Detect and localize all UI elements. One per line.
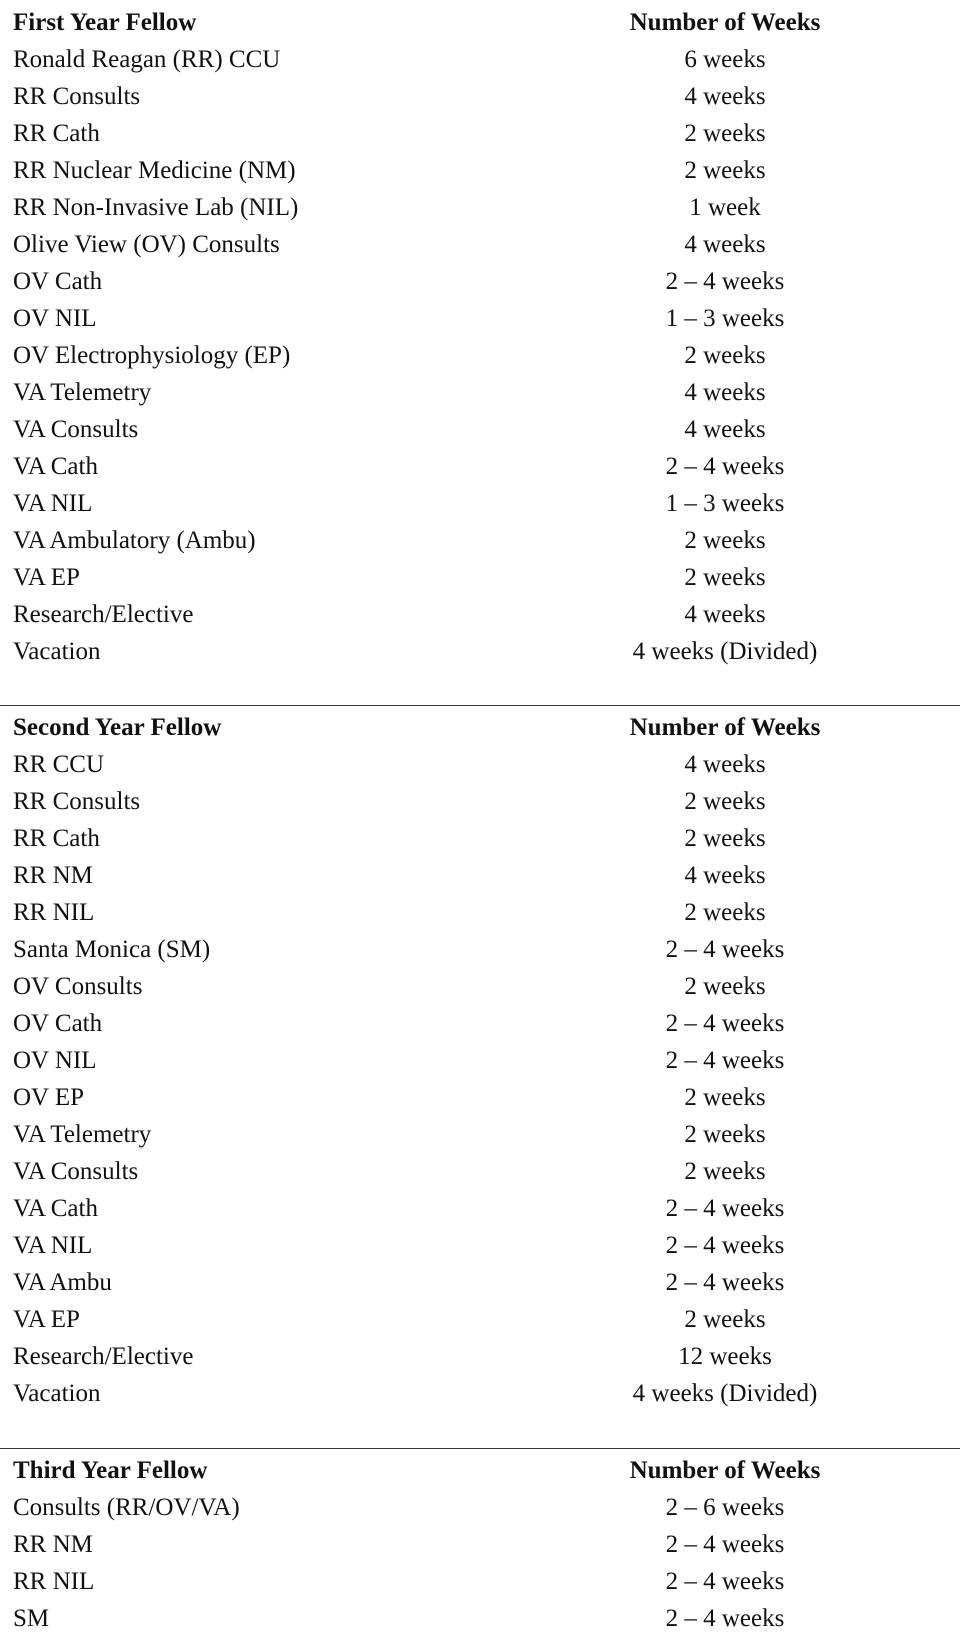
rotation-name: Research/Elective [13,601,194,628]
rotation-name: RR Consults [13,788,141,815]
table-row [0,115,960,152]
rotation-name: OV Electrophysiology (EP) [13,342,291,369]
rotation-weeks: 2 – 4 weeks [665,1010,785,1037]
table-row [0,1190,960,1227]
table-row [0,931,960,968]
table-row [0,448,960,485]
table-row [0,820,960,857]
table-row [0,968,960,1005]
rotation-weeks: 4 weeks [684,416,766,443]
rotation-weeks: 2 – 6 weeks [665,1494,785,1521]
rotation-weeks: 2 – 4 weeks [665,1605,785,1632]
table-row [0,374,960,411]
table-row [0,152,960,189]
rotation-name: VA Ambulatory (Ambu) [13,527,256,554]
rotation-weeks: 2 weeks [684,825,766,852]
rotation-weeks: 1 week [689,194,761,221]
rotation-weeks: 2 – 4 weeks [665,268,785,295]
rotation-name: RR NM [13,862,93,889]
section-divider [0,705,960,706]
table-row [0,226,960,263]
rotation-name: RR Cath [13,825,100,852]
rotation-weeks: 4 weeks (Divided) [632,638,818,665]
table-row [0,746,960,783]
rotation-name: OV NIL [13,305,97,332]
rotation-name: Vacation [13,1380,101,1407]
section-header-row [0,709,960,746]
rotation-weeks: 1 – 3 weeks [665,305,785,332]
rotation-name: RR Non-Invasive Lab (NIL) [13,194,299,221]
rotation-name: Consults (RR/OV/VA) [13,1494,240,1521]
section-title: Second Year Fellow [13,714,222,741]
rotation-name: Vacation [13,638,101,665]
section-header-row [0,4,960,41]
rotation-weeks: 2 – 4 weeks [665,1232,785,1259]
table-row [0,1301,960,1338]
rotation-weeks: 4 weeks [684,601,766,628]
table-row [0,263,960,300]
rotation-name: VA NIL [13,1232,93,1259]
column-header-weeks: Number of Weeks [629,714,821,741]
table-row [0,1153,960,1190]
rotation-name: RR Cath [13,120,100,147]
table-row [0,485,960,522]
rotation-weeks: 2 weeks [684,120,766,147]
rotation-weeks: 2 – 4 weeks [665,1269,785,1296]
table-row [0,1375,960,1412]
section-title: First Year Fellow [13,9,197,36]
table-row [0,1600,960,1637]
rotation-weeks: 2 weeks [684,564,766,591]
rotation-name: SM [13,1605,50,1632]
section-divider [0,1448,960,1449]
table-row [0,41,960,78]
rotation-name: VA Telemetry [13,1121,152,1148]
third-year-section [0,1452,960,1637]
rotation-name: VA Cath [13,1195,98,1222]
table-row [0,1563,960,1600]
rotation-name: Olive View (OV) Consults [13,231,280,258]
rotation-name: OV NIL [13,1047,97,1074]
rotation-weeks: 2 weeks [684,1158,766,1185]
rotation-name: OV Consults [13,973,143,1000]
rotation-weeks: 4 weeks [684,751,766,778]
rotation-weeks: 2 – 4 weeks [665,453,785,480]
rotation-weeks: 1 – 3 weeks [665,490,785,517]
rotation-name: VA Cath [13,453,98,480]
rotation-weeks: 2 weeks [684,899,766,926]
rotation-weeks: 2 – 4 weeks [665,1531,785,1558]
table-row [0,894,960,931]
rotation-weeks: 2 weeks [684,1121,766,1148]
table-row [0,411,960,448]
rotation-name: OV Cath [13,1010,103,1037]
rotation-name: VA Consults [13,1158,139,1185]
rotation-name: RR NIL [13,899,95,926]
rotation-name: Research/Elective [13,1343,194,1370]
column-header-weeks: Number of Weeks [629,1457,821,1484]
rotation-name: RR Consults [13,83,141,110]
rotation-weeks: 2 – 4 weeks [665,1568,785,1595]
table-row [0,857,960,894]
table-row [0,337,960,374]
first-year-section [0,4,960,670]
rotation-name: RR Nuclear Medicine (NM) [13,157,296,184]
rotation-name: Santa Monica (SM) [13,936,211,963]
rotation-weeks: 2 weeks [684,788,766,815]
rotation-weeks: 2 weeks [684,527,766,554]
table-row [0,559,960,596]
rotation-name: Ronald Reagan (RR) CCU [13,46,281,73]
column-header-weeks: Number of Weeks [629,9,821,36]
table-row [0,1005,960,1042]
rotation-weeks: 2 weeks [684,342,766,369]
rotation-weeks: 2 weeks [684,1084,766,1111]
rotation-weeks: 2 weeks [684,157,766,184]
table-row [0,1338,960,1375]
rotation-weeks: 6 weeks [684,46,766,73]
table-row [0,633,960,670]
rotation-name: VA Ambu [13,1269,112,1296]
rotation-name: RR NM [13,1531,93,1558]
table-row [0,1079,960,1116]
second-year-section [0,709,960,1412]
rotation-weeks: 2 – 4 weeks [665,1047,785,1074]
rotation-weeks: 4 weeks [684,862,766,889]
section-title: Third Year Fellow [13,1457,208,1484]
rotation-weeks: 4 weeks [684,379,766,406]
rotation-name: OV EP [13,1084,85,1111]
rotation-weeks: 2 weeks [684,1306,766,1333]
rotation-name: RR NIL [13,1568,95,1595]
table-row [0,522,960,559]
rotation-name: VA EP [13,564,80,591]
rotation-weeks: 4 weeks [684,231,766,258]
table-row [0,1042,960,1079]
rotation-weeks: 2 – 4 weeks [665,1195,785,1222]
rotation-name: VA EP [13,1306,80,1333]
table-row [0,300,960,337]
rotation-name: VA NIL [13,490,93,517]
section-header-row [0,1452,960,1489]
rotation-name: VA Telemetry [13,379,152,406]
table-row [0,1264,960,1301]
table-row [0,189,960,226]
table-row [0,783,960,820]
rotation-weeks: 2 – 4 weeks [665,936,785,963]
table-row [0,1526,960,1563]
table-row [0,1489,960,1526]
rotation-name: VA Consults [13,416,139,443]
rotation-weeks: 4 weeks (Divided) [632,1380,818,1407]
rotation-name: RR CCU [13,751,105,778]
table-row [0,78,960,115]
table-row [0,1116,960,1153]
rotation-weeks: 12 weeks [678,1343,772,1370]
rotation-name: OV Cath [13,268,103,295]
rotation-weeks: 2 weeks [684,973,766,1000]
rotation-weeks: 4 weeks [684,83,766,110]
table-row [0,1227,960,1264]
table-row [0,596,960,633]
